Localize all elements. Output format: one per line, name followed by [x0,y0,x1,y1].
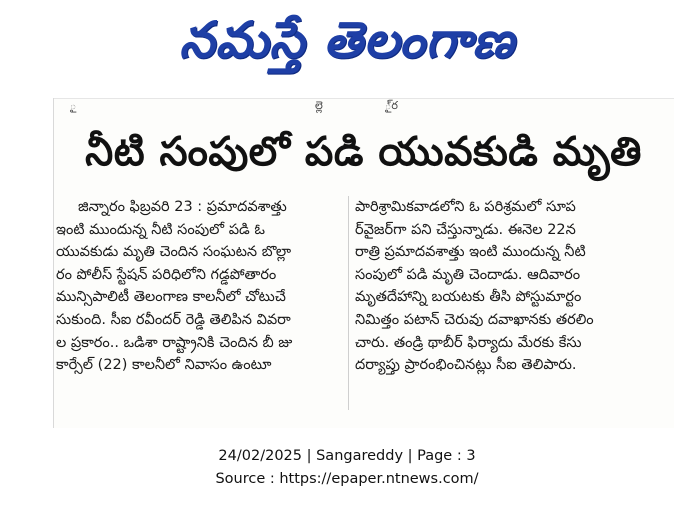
article-right-column [355,196,655,377]
article-line: సంపులో పడి మృతి చెందాడు. ఆదివారం [355,266,581,283]
article-line: మృతదేహాన్ని బయటకు తీసి పోస్టుమార్టం [355,289,582,306]
article-line: ర్‌వైజర్‌గా పని చేస్తున్నాడు. ఈనెల 22న [355,221,576,238]
article-headline: నీటి సంపులో పడి యువకుడి మృతి [85,129,642,175]
column-divider [348,196,349,410]
clipping-footer [0,445,694,491]
cutoff-text-mark: ల్లె [315,99,323,112]
article-line: జిన్నారం ఫిబ్రవరి 23 : ప్రమాదవశాత్తు [78,199,287,215]
article-line: నిమిత్తం పటాన్ చెరువు దవాఖానకు తరలిం [355,311,594,328]
article-line: ల ప్రకారం.. ఒడిశా రాష్ట్రానికి చెందిన బీ జు [56,334,293,351]
source-link[interactable]: Source : https://epaper.ntnews.com/ [215,471,479,487]
article-line: యువకుడు మృతి చెందిన సంఘటన బొల్లా [56,244,292,261]
article-line: పారిశ్రామికవాడలోని ఓ పరిశ్రమలో సూప [355,199,576,215]
article-line: కార్సేల్ (22) కాలనీలో నివాసం ఉంటూ [56,357,272,374]
cutoff-text-mark: ౖ [70,99,77,112]
article-line: చారు. తండ్రి థాబీర్ ఫిర్యాదు మేరకు కేసు [355,334,582,351]
masthead [0,0,694,92]
clipping-top-edge [53,98,674,99]
article-left-column [56,196,348,377]
newspaper-logo-title: నమస్తే తెలంగాణ [179,10,515,69]
article-line: రం పోలీస్ స్టేషన్ పరిధిలోని గడ్డపోతారం [56,266,277,283]
article-line: ఇంటి ముందున్న నీటి సంపులో పడి ఓ [56,221,265,238]
article-line: మున్సిపాలిటీ తెలంగాణ కాలనీలో చోటుచే [56,289,286,306]
article-line: రాత్రి ప్రమాదవశాత్తు ఇంటి ముందున్న నీటి [355,244,586,261]
article-line: దర్యాప్తు ప్రారంభించినట్లు సీఐ తెలిపారు. [355,357,577,374]
cutoff-text-mark: ్ౖర [385,99,398,112]
article-line: సుకుంది. సీఐ రవీందర్ రెడ్డి తెలిపిన వివరా [56,311,291,328]
edition-info: 24/02/2025 | Sangareddy | Page : 3 [218,448,476,464]
